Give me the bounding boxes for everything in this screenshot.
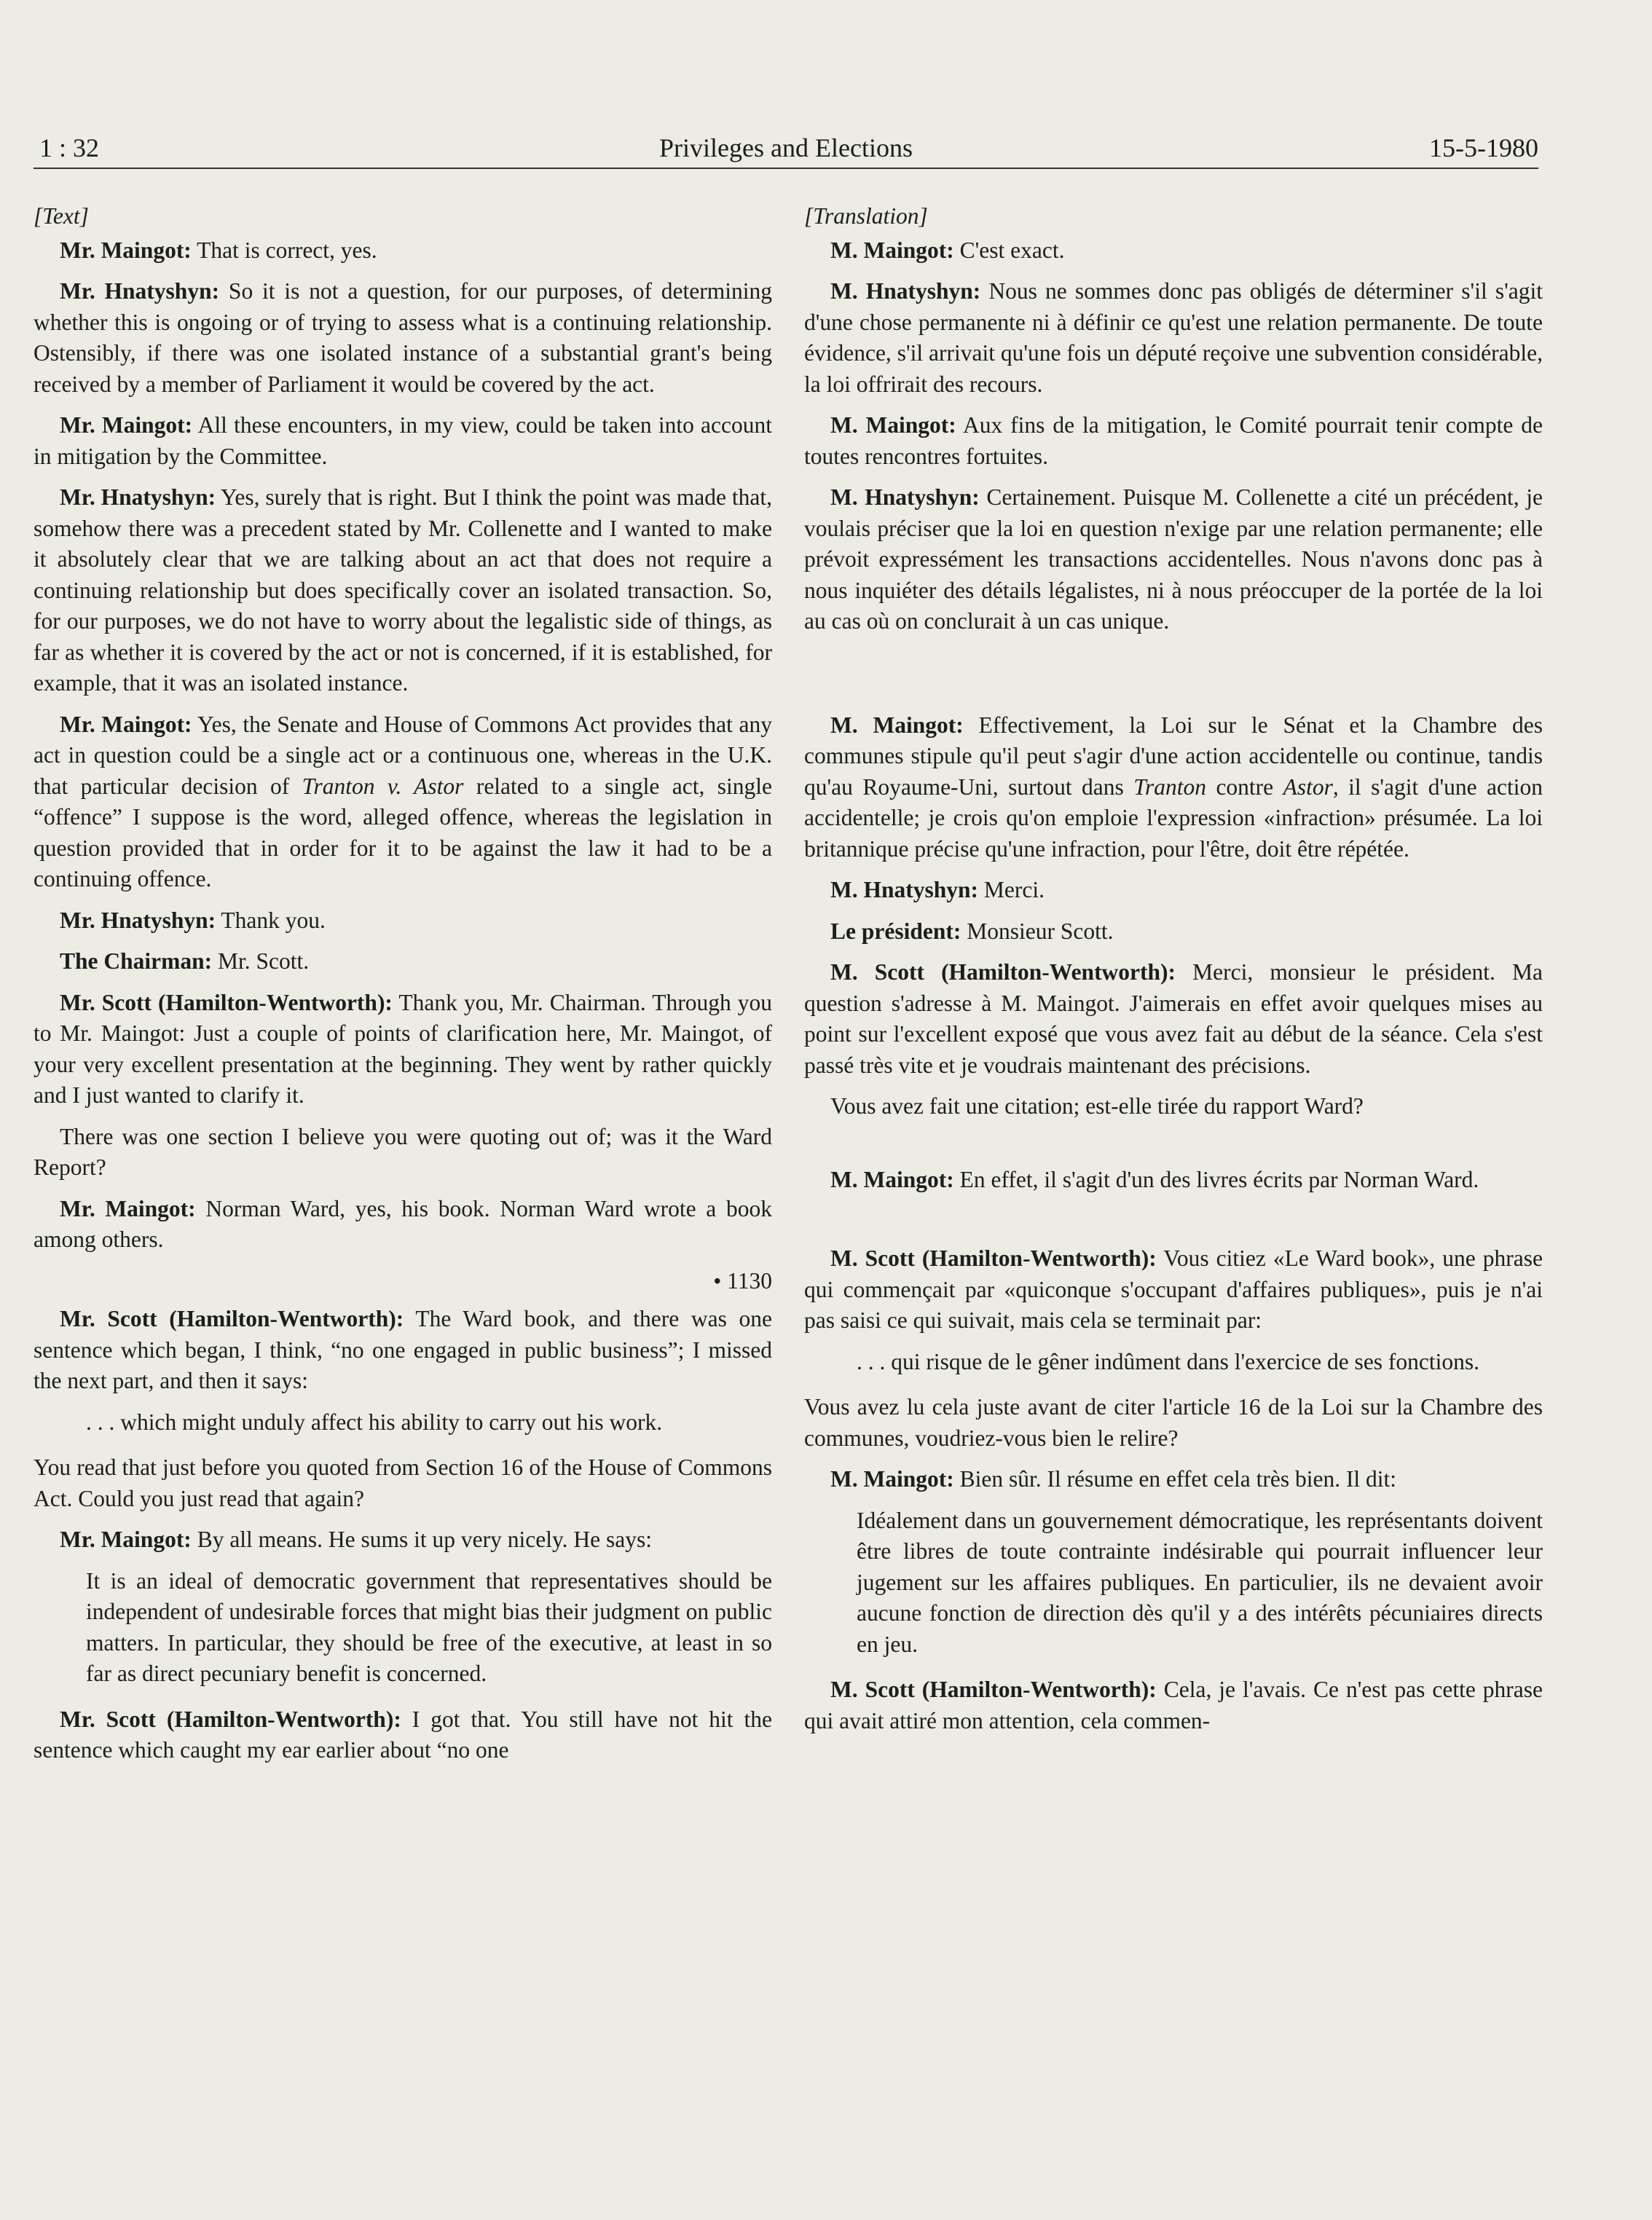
time-marker: • 1130 — [713, 1267, 772, 1294]
paragraph — [34, 1304, 772, 1397]
paragraph — [804, 1165, 1543, 1196]
paragraph — [804, 276, 1543, 400]
speech-text: By all means. He sums it up very nicely. He says: — [191, 1527, 653, 1552]
paragraph — [804, 1674, 1543, 1736]
running-title: Privileges and Elections — [659, 133, 913, 162]
speech-text: Cela, je l'avais. Ce n'est pas cette phrase qui avait attiré mon attention, cela commen- — [804, 1677, 1543, 1733]
paragraph — [34, 905, 772, 937]
speaker-name: Mr. Hnatyshyn: — [60, 484, 216, 510]
section-label: [Translation] — [804, 203, 928, 229]
speaker-name: M. Hnatyshyn: — [830, 484, 980, 510]
speaker-name: Mr. Maingot: — [60, 1195, 196, 1221]
paragraph: Vous avez fait une citation; est-elle tirée du rapport Ward? — [830, 1093, 1364, 1119]
speaker-name: M. Maingot: — [830, 1466, 954, 1492]
speaker-name: Mr. Scott (Hamilton-Wentworth): — [60, 989, 393, 1015]
paragraph — [34, 988, 772, 1111]
paragraph — [34, 1524, 772, 1556]
speech-text: Effectivement, la Loi sur le Sénat et la Chambre des communes stipule qu'il peut s'agir d'une action accidentelle ou continue, tandis qu'au Royaume-Uni, surtout dans — [804, 712, 1543, 800]
paragraph — [804, 957, 1543, 1081]
speech-text: I got that. You still have not hit the sentence which caught my ear earlier about “no one — [34, 1706, 772, 1763]
speaker-name: M. Scott (Hamilton-Wentworth): — [830, 1677, 1157, 1702]
speaker-name: M. Maingot: — [830, 412, 956, 438]
french-column — [804, 201, 1543, 1747]
speech-text: Monsieur Scott. — [961, 918, 1114, 944]
speaker-name: Mr. Maingot: — [60, 412, 193, 438]
section-label: [Text] — [34, 203, 89, 229]
block-quote: . . . which might unduly affect his ability to carry out his work. — [86, 1409, 663, 1435]
speech-text: Thank you. — [216, 907, 326, 933]
speech-text: related to a single act, single “offence” I suppose is the word, alleged offence, whereas the legislation in question provided that in order for it to be against the law it had to be a continuing offence. — [34, 773, 772, 891]
speech-text: Thank you, Mr. Chairman. Through you to Mr. Maingot: Just a couple of points of clarification here, Mr. Maingot, of your very excellent presentation at the beginning. They went by rather quickly and I just wanted to clarify it. — [34, 989, 772, 1108]
speaker-name: M. Scott (Hamilton-Wentworth): — [830, 959, 1176, 985]
spacer — [804, 648, 1543, 710]
paragraph — [34, 235, 772, 267]
paragraph — [804, 916, 1543, 948]
speech-text: Merci. — [978, 877, 1045, 902]
speech-text: Mr. Scott. — [212, 948, 310, 974]
paragraph — [34, 410, 772, 472]
speech-text: Vous citiez «Le Ward book», une phrase qui commençait par «quiconque s'occupant d'affaires publiques», puis je n'ai pas saisi ce qui suivait, mais cela se terminait par: — [804, 1245, 1543, 1333]
paragraph — [34, 1194, 772, 1256]
paragraph — [804, 875, 1543, 906]
english-column — [34, 201, 772, 1776]
block-quote: . . . qui risque de le gêner indûment dans l'exercice de ses fonctions. — [857, 1348, 1480, 1374]
paragraph — [34, 276, 772, 400]
speech-text: Yes, surely that is right. But I think the point was made that, somehow there was a precedent stated by Mr. Collenette and I wanted to make it absolutely clear that we are talking about an act that does not require a continuing relationship but does specifically cover an isolated transaction. So, for our purposes, we do not have to worry about the legalistic side of things, as far as whether it is covered by the act or not is concerned, if it is established, for example, that it was an isolated instance. — [34, 484, 772, 696]
speaker-name: The Chairman: — [60, 948, 213, 974]
speaker-name: M. Hnatyshyn: — [830, 278, 981, 304]
speech-text: En effet, il s'agit d'un des livres écrits par Norman Ward. — [953, 1166, 1479, 1192]
paragraph — [804, 1464, 1543, 1495]
speech-text: Bien sûr. Il résume en effet cela très bien. Il dit: — [953, 1466, 1397, 1492]
speaker-name: M. Scott (Hamilton-Wentworth): — [830, 1245, 1157, 1271]
speaker-name: Mr. Scott (Hamilton-Wentworth): — [60, 1706, 401, 1732]
paragraph — [34, 709, 772, 895]
speech-text: Aux fins de la mitigation, le Comité pourrait tenir compte de toutes rencontres fortuites. — [804, 412, 1543, 469]
case-name: Tranton — [1133, 774, 1207, 800]
paragraph: There was one section I believe you were quoting out of; was it the Ward Report? — [34, 1123, 772, 1180]
speaker-name: Mr. Hnatyshyn: — [60, 278, 220, 304]
spacer — [804, 1205, 1543, 1243]
spacer — [804, 1133, 1543, 1165]
speaker-name: M. Maingot: — [830, 1166, 954, 1192]
speech-text: Merci, monsieur le président. Ma question s'adresse à M. Maingot. J'aimerais en effet avoir quelques mises au point sur l'excellent exposé que vous avez fait au début de la séance. Cela s'est passé très vite et je voudrais maintenant des précisions. — [804, 959, 1543, 1078]
case-name: Tranton v. Astor — [302, 773, 464, 799]
paragraph — [804, 1243, 1543, 1337]
speech-text: contre — [1206, 774, 1283, 800]
speaker-name: Mr. Maingot: — [60, 711, 192, 737]
speaker-name: Mr. Hnatyshyn: — [60, 907, 216, 933]
case-name: Astor — [1283, 774, 1333, 800]
paragraph — [804, 710, 1543, 865]
paragraph — [804, 410, 1543, 472]
page-number: 1 : 32 — [39, 133, 100, 162]
speaker-name: M. Maingot: — [830, 712, 964, 738]
paragraph — [804, 235, 1543, 267]
speech-text: C'est exact. — [953, 237, 1065, 263]
sitting-date: 15-5-1980 — [1429, 133, 1538, 162]
page-header — [34, 117, 1538, 169]
speech-text: All these encounters, in my view, could be taken into account in mitigation by the Committee. — [34, 412, 772, 469]
speaker-name: M. Hnatyshyn: — [830, 877, 979, 902]
paragraph — [34, 946, 772, 977]
speaker-name: M. Maingot: — [830, 237, 954, 263]
block-quote: Idéalement dans un gouvernement démocratique, les représentants doivent être libres de toute contrainte indésirable qui pourrait influencer leur jugement sur les affaires publiques. En particulier, ils ne devaient avoir aucune fonction de direction dès qu'il y a des intérêts pécuniaires directs en jeu. — [857, 1507, 1543, 1657]
paragraph — [34, 1704, 772, 1766]
paragraph: You read that just before you quoted from Section 16 of the House of Commons Act. Could you just read that again? — [34, 1455, 772, 1511]
speech-text: The Ward book, and there was one sentence which began, I think, “no one engaged in public business”; I missed the next part, and then it says: — [34, 1306, 772, 1393]
paragraph: Vous avez lu cela juste avant de citer l'article 16 de la Loi sur la Chambre des communes, voudriez-vous bien le relire? — [804, 1394, 1543, 1451]
speech-text: So it is not a question, for our purposes, of determining whether this is ongoing or of trying to assess what is a continuing relationship. Ostensibly, if there was one isolated instance of a substantial grant's being received by a member of Parliament it would be covered by the act. — [34, 278, 772, 397]
speaker-name: Le président: — [830, 918, 961, 944]
speech-text: Nous ne sommes donc pas obligés de déterminer s'il s'agit d'une chose permanente ni à définir ce qu'est une relation permanente. De toute évidence, s'il arrivait qu'une fois un député reçoive une subvention considérable, la loi offrirait des recours. — [804, 278, 1543, 397]
speech-text: That is correct, yes. — [191, 237, 377, 263]
paragraph — [34, 482, 772, 699]
speech-text: Yes, the Senate and House of Commons Act provides that any act in question could be a single act or a continuous one, whereas in the U.K. that particular decision of — [34, 711, 772, 799]
speech-text: , il s'agit d'une action accidentelle; je crois qu'on emploie l'expression «infraction» présumée. La loi britannique précise qu'une infraction, pour l'être, doit être répétée. — [804, 774, 1543, 862]
speaker-name: Mr. Scott (Hamilton-Wentworth): — [60, 1306, 404, 1331]
speaker-name: Mr. Maingot: — [60, 237, 192, 263]
speaker-name: Mr. Maingot: — [60, 1527, 192, 1552]
speech-text: Certainement. Puisque M. Collenette a cité un précédent, je voulais préciser que la loi en question n'exige par une relation permanente; elle prévoit expressément les transactions accidentelles. Nous n'avons donc pas à nous inquiéter des détails légalistes, ni à nous préoccuper de la portée de la loi au cas où on conclurait à un cas unique. — [804, 484, 1543, 634]
speech-text: Norman Ward, yes, his book. Norman Ward wrote a book among others. — [34, 1195, 772, 1252]
paragraph — [804, 482, 1543, 637]
block-quote: It is an ideal of democratic government that representatives should be independent of undesirable forces that might bias their judgment on public matters. In particular, they should be free of the executive, at least in so far as direct pecuniary benefit is concerned. — [86, 1567, 772, 1686]
